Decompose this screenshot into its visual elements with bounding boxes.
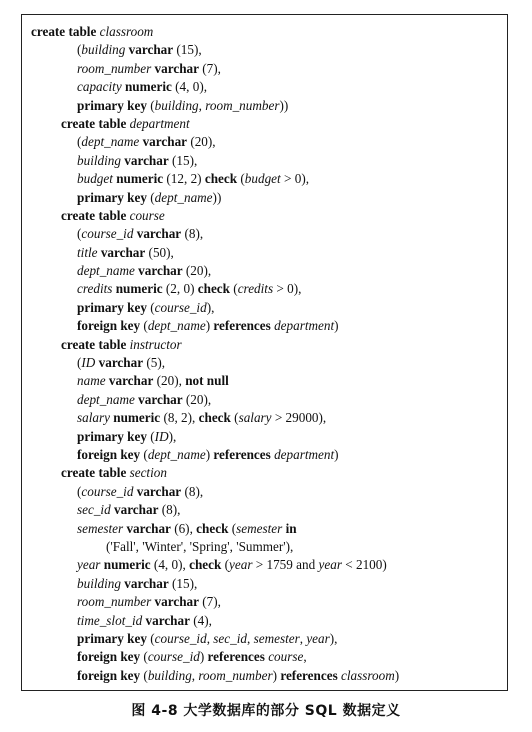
sql-keyword: primary key bbox=[77, 97, 147, 113]
sql-text: ) bbox=[205, 446, 214, 462]
sql-text: )) bbox=[212, 189, 222, 205]
sql-identifier: room_number bbox=[205, 97, 280, 113]
code-line bbox=[31, 593, 501, 611]
sql-text: (8), bbox=[181, 483, 204, 499]
sql-text: > 29000), bbox=[271, 410, 327, 426]
sql-identifier: year bbox=[77, 557, 101, 573]
code-line bbox=[31, 189, 501, 207]
sql-keyword: numeric bbox=[121, 79, 172, 95]
code-line bbox=[31, 501, 501, 519]
code-line bbox=[31, 60, 501, 78]
code-line bbox=[31, 630, 501, 648]
sql-text: , bbox=[246, 630, 254, 646]
sql-text: ( bbox=[146, 630, 155, 646]
code-line bbox=[31, 170, 501, 188]
sql-identifier: credits bbox=[77, 281, 113, 297]
sql-text: , bbox=[198, 97, 206, 113]
sql-text: ( bbox=[221, 557, 230, 573]
sql-keyword: references bbox=[207, 649, 265, 665]
sql-identifier: dept_name bbox=[147, 318, 206, 334]
sql-figure-box bbox=[21, 14, 508, 691]
sql-text: ( bbox=[140, 649, 148, 665]
code-line bbox=[31, 317, 501, 335]
sql-keyword: foreign key bbox=[77, 318, 141, 334]
sql-text: ( bbox=[140, 318, 148, 334]
figure-caption: 图 4-8 大学数据库的部分 SQL 数据定义 bbox=[131, 703, 401, 719]
sql-text: ( bbox=[77, 134, 82, 150]
code-line bbox=[31, 225, 501, 243]
sql-text: ) bbox=[272, 667, 281, 683]
sql-identifier: salary bbox=[238, 410, 272, 426]
sql-text: ( bbox=[140, 667, 148, 683]
sql-keyword: varchar bbox=[95, 355, 144, 371]
sql-text: ('Fall', 'Winter', 'Spring', 'Summer'), bbox=[106, 538, 294, 554]
code-line bbox=[31, 354, 501, 372]
sql-keyword: numeric bbox=[109, 410, 161, 426]
sql-text: (8), bbox=[181, 226, 204, 242]
sql-identifier: room_number bbox=[77, 60, 152, 76]
sql-text: (20), bbox=[187, 134, 216, 150]
sql-keyword: create table bbox=[31, 24, 100, 39]
sql-identifier: room_number bbox=[198, 667, 273, 683]
code-line bbox=[31, 464, 501, 482]
code-line bbox=[31, 391, 501, 409]
code-line bbox=[31, 97, 501, 115]
code-line bbox=[31, 280, 501, 298]
sql-text: ) bbox=[199, 649, 208, 665]
sql-text: ), bbox=[168, 428, 177, 444]
sql-identifier: year bbox=[229, 557, 253, 573]
sql-keyword: varchar bbox=[120, 152, 169, 168]
sql-identifier: course_id bbox=[154, 299, 207, 315]
sql-text: ) bbox=[205, 318, 214, 334]
code-line bbox=[31, 667, 501, 685]
code-line bbox=[31, 78, 501, 96]
sql-text: ( bbox=[140, 446, 148, 462]
sql-identifier: dept_name bbox=[81, 134, 140, 150]
sql-text: (20), bbox=[153, 373, 186, 389]
sql-text: (15), bbox=[168, 152, 198, 168]
sql-keyword: varchar bbox=[123, 520, 171, 536]
sql-identifier: department bbox=[270, 318, 335, 334]
code-line bbox=[31, 556, 501, 574]
code-line bbox=[31, 648, 501, 666]
sql-identifier: sec_id bbox=[77, 502, 111, 518]
sql-identifier: ID bbox=[154, 428, 169, 444]
sql-keyword: varchar bbox=[120, 575, 169, 591]
sql-text: , bbox=[303, 649, 307, 665]
sql-keyword: varchar bbox=[133, 483, 182, 499]
code-line bbox=[31, 372, 501, 390]
sql-keyword: create table bbox=[61, 207, 130, 223]
sql-text: < 2100) bbox=[341, 557, 387, 573]
code-line bbox=[31, 23, 501, 41]
code-line bbox=[31, 483, 501, 501]
sql-keyword: varchar bbox=[105, 373, 154, 389]
sql-identifier: dept_name bbox=[77, 391, 135, 407]
sql-text: (6), bbox=[170, 520, 197, 536]
sql-keyword: primary key bbox=[77, 299, 147, 315]
sql-identifier: course bbox=[129, 207, 165, 223]
code-line bbox=[31, 244, 501, 262]
sql-keyword: not null bbox=[185, 373, 229, 389]
sql-text: (7), bbox=[198, 60, 221, 76]
sql-identifier: building bbox=[81, 42, 126, 58]
code-line bbox=[31, 612, 501, 630]
sql-text: (5), bbox=[143, 355, 166, 371]
sql-text: (15), bbox=[173, 42, 202, 58]
sql-text: ( bbox=[146, 189, 155, 205]
sql-identifier: budget bbox=[77, 171, 113, 187]
sql-text: ( bbox=[237, 171, 245, 187]
sql-identifier: budget bbox=[244, 171, 281, 187]
sql-keyword: check bbox=[204, 171, 238, 187]
sql-text: , bbox=[191, 667, 199, 683]
sql-keyword: varchar bbox=[134, 391, 183, 407]
sql-text: (4, 0), bbox=[171, 79, 208, 95]
sql-text: ( bbox=[146, 428, 155, 444]
code-line bbox=[31, 428, 501, 446]
sql-text: ( bbox=[228, 520, 237, 536]
sql-text: > 0), bbox=[280, 171, 310, 187]
sql-keyword: primary key bbox=[77, 630, 147, 646]
code-line bbox=[31, 446, 501, 464]
sql-keyword: varchar bbox=[125, 42, 174, 58]
sql-identifier: course bbox=[264, 649, 304, 665]
code-line bbox=[31, 538, 501, 556]
sql-identifier: department bbox=[270, 446, 335, 462]
sql-keyword: in bbox=[282, 520, 297, 536]
sql-text: ), bbox=[206, 299, 215, 315]
sql-identifier: dept_name bbox=[147, 446, 206, 462]
sql-identifier: credits bbox=[237, 281, 274, 297]
sql-keyword: varchar bbox=[151, 594, 199, 610]
sql-text: (4), bbox=[189, 612, 212, 628]
code-line bbox=[31, 299, 501, 317]
sql-keyword: varchar bbox=[110, 502, 159, 518]
sql-identifier: section bbox=[129, 465, 167, 481]
sql-text: ( bbox=[77, 483, 82, 499]
sql-keyword: create table bbox=[61, 465, 130, 481]
sql-keyword: check bbox=[189, 557, 222, 573]
sql-keyword: create table bbox=[61, 336, 130, 352]
sql-text: ), bbox=[329, 630, 338, 646]
sql-keyword: references bbox=[213, 318, 271, 334]
sql-text: ( bbox=[77, 355, 82, 371]
sql-keyword: varchar bbox=[134, 263, 183, 279]
sql-identifier: dept_name bbox=[154, 189, 213, 205]
code-line bbox=[31, 115, 501, 133]
sql-keyword: primary key bbox=[77, 428, 147, 444]
sql-text: ( bbox=[230, 410, 239, 426]
sql-identifier: instructor bbox=[129, 336, 182, 352]
sql-identifier: course_id bbox=[154, 630, 207, 646]
sql-identifier: classroom bbox=[337, 667, 395, 683]
sql-text: (15), bbox=[168, 575, 198, 591]
code-line bbox=[31, 409, 501, 427]
sql-keyword: primary key bbox=[77, 189, 147, 205]
sql-text: (8, 2), bbox=[160, 410, 199, 426]
sql-identifier: course_id bbox=[147, 649, 200, 665]
sql-keyword: foreign key bbox=[77, 667, 141, 683]
sql-keyword: varchar bbox=[139, 134, 188, 150]
sql-identifier: building bbox=[77, 152, 121, 168]
code-line bbox=[31, 520, 501, 538]
sql-text: ( bbox=[77, 42, 82, 58]
sql-text: ( bbox=[77, 226, 82, 242]
sql-keyword: varchar bbox=[97, 244, 146, 260]
sql-keyword: references bbox=[213, 446, 271, 462]
sql-text: > 1759 and bbox=[252, 557, 319, 573]
sql-identifier: semester bbox=[236, 520, 283, 536]
sql-keyword: numeric bbox=[100, 557, 151, 573]
code-line bbox=[31, 262, 501, 280]
sql-text: , bbox=[206, 630, 214, 646]
sql-text: (7), bbox=[198, 594, 221, 610]
sql-keyword: varchar bbox=[151, 60, 199, 76]
sql-identifier: course_id bbox=[81, 483, 134, 499]
sql-identifier: salary bbox=[77, 410, 110, 426]
sql-identifier: capacity bbox=[77, 79, 122, 95]
sql-keyword: check bbox=[197, 281, 230, 297]
sql-text: (12, 2) bbox=[163, 171, 205, 187]
code-line bbox=[31, 41, 501, 59]
sql-text: (8), bbox=[158, 502, 181, 518]
sql-text: (2, 0) bbox=[162, 281, 198, 297]
sql-identifier: dept_name bbox=[77, 263, 135, 279]
sql-keyword: foreign key bbox=[77, 446, 141, 462]
sql-keyword: varchar bbox=[142, 612, 190, 628]
sql-text: ) bbox=[394, 667, 400, 683]
sql-code-block bbox=[31, 23, 501, 685]
sql-text: ) bbox=[334, 318, 339, 334]
sql-text: ) bbox=[334, 446, 339, 462]
sql-keyword: numeric bbox=[112, 171, 164, 187]
sql-identifier: name bbox=[77, 373, 106, 389]
sql-keyword: check bbox=[198, 410, 231, 426]
sql-identifier: title bbox=[77, 244, 98, 260]
sql-identifier: department bbox=[129, 115, 190, 131]
sql-text: , bbox=[299, 630, 307, 646]
sql-text: (20), bbox=[182, 391, 212, 407]
code-line bbox=[31, 575, 501, 593]
sql-text: (20), bbox=[182, 263, 212, 279]
sql-text: ( bbox=[230, 281, 238, 297]
sql-identifier: year bbox=[318, 557, 342, 573]
sql-identifier: ID bbox=[81, 355, 96, 371]
code-line bbox=[31, 133, 501, 151]
sql-keyword: numeric bbox=[112, 281, 163, 297]
sql-identifier: sec_id bbox=[213, 630, 247, 646]
code-line bbox=[31, 207, 501, 225]
sql-keyword: check bbox=[196, 520, 229, 536]
sql-identifier: building bbox=[154, 97, 199, 113]
sql-identifier: classroom bbox=[99, 24, 154, 39]
code-line bbox=[31, 152, 501, 170]
sql-text: ( bbox=[146, 97, 155, 113]
sql-identifier: course_id bbox=[81, 226, 134, 242]
sql-keyword: varchar bbox=[133, 226, 182, 242]
sql-text: (4, 0), bbox=[150, 557, 190, 573]
sql-identifier: building bbox=[77, 575, 121, 591]
sql-text: ( bbox=[146, 299, 155, 315]
sql-identifier: building bbox=[147, 667, 192, 683]
sql-identifier: time_slot_id bbox=[77, 612, 143, 628]
sql-identifier: semester bbox=[253, 630, 300, 646]
sql-text: )) bbox=[279, 97, 289, 113]
sql-identifier: year bbox=[306, 630, 330, 646]
sql-text: > 0), bbox=[273, 281, 302, 297]
sql-identifier: semester bbox=[77, 520, 124, 536]
code-line bbox=[31, 336, 501, 354]
sql-keyword: create table bbox=[61, 115, 130, 131]
sql-keyword: references bbox=[280, 667, 338, 683]
sql-text: (50), bbox=[145, 244, 174, 260]
sql-identifier: room_number bbox=[77, 594, 152, 610]
sql-keyword: foreign key bbox=[77, 649, 141, 665]
